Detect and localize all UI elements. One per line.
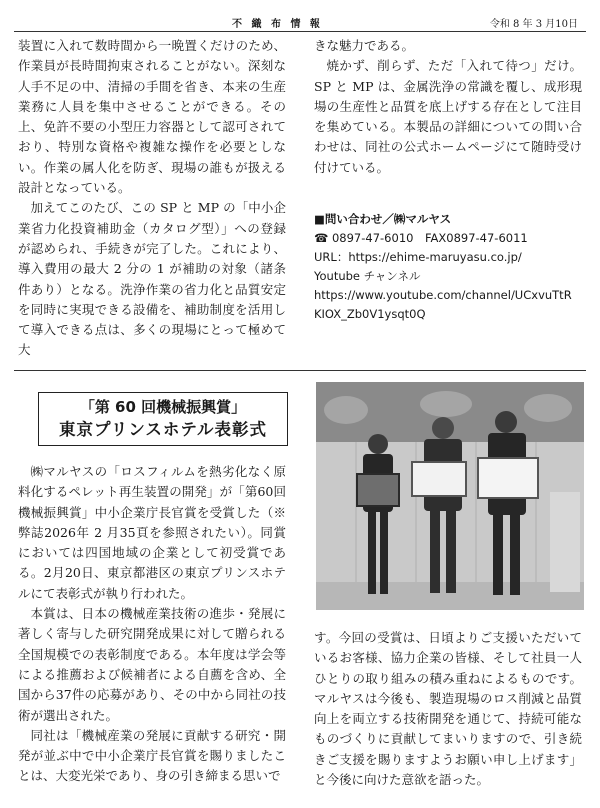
award-article-left-column: [18, 462, 286, 787]
headline-line2: 東京プリンスホテル表彰式: [58, 420, 268, 439]
section-divider: [14, 370, 586, 371]
header-rule: [14, 31, 586, 32]
award-headline-box: [38, 392, 288, 446]
youtube-url-line2[interactable]: KIOX_Zb0V1ysqt0Q: [314, 307, 426, 321]
publication-title: 不 織 布 情 報: [232, 19, 323, 30]
publication-date: 令和 8 年 3 月10日: [489, 19, 578, 30]
youtube-label: Youtube チャンネル: [314, 269, 421, 283]
contact-url[interactable]: URL：https://ehime-maruyasu.co.jp/: [314, 250, 522, 264]
paragraph: 装置に入れて数時間から一晩置くだけのため、作業員が長時間拘束されることがない。深刻な人手不足の中、清掃の手間を省き、本来の生産業務に人員を集中させることができる。その上、免許不要の小型圧力容器として認可されており、特別な資格や複雑な操作を必要としない。作業の属人化を防ぎ、現場の誰もが扱える設計となっている。: [18, 38, 286, 196]
paragraph: す。今回の受賞は、日頃よりご支援いただいているお客様、協力企業の皆様、そして社員一人ひとりの取り組みの積み重ねによるものです。マルヤスは今後も、製造現場のロス削減と品質向上を両立する技術開発を通じて、持続可能なものづくりに貢献してまいりますので、引き続きご支援を賜りますようお願い申し上げます」と今後に向けた意欲を語った。: [314, 630, 582, 788]
paragraph: きな魅力である。: [314, 38, 415, 53]
top-article-right-column: [314, 36, 582, 178]
award-ceremony-photo: [316, 382, 584, 610]
headline-line1: 「第 60 回機械振興賞」: [79, 398, 247, 416]
paragraph: 加えてこのたび、この SP と MP の「中小企業省力化投資補助金（カタログ型）」への登録が認められ、手続きが完了した。これにより、導入費用の最大 2 分の 1 が補助の対象（諸条件あり）となる。洗浄作業の省力化と品質安定を同時に実現できる設備を、補助制度を活用して導入できる点は、多くの現場にとって極めて大: [18, 200, 286, 358]
contact-heading: ■問い合わせ／㈱マルヤス: [314, 212, 452, 226]
contact-phone: ☎ 0897-47-6010 FAX0897-47-6011: [314, 231, 528, 245]
paragraph: 焼かず、削らず、ただ「入れて待つ」だけ。SP と MP は、金属洗浄の常識を覆し、成形現場の生産性と品質を底上げする存在として注目を集めている。本製品の詳細についての問い合わせは、同社の公式ホームページにて随時受け付けている。: [314, 58, 582, 175]
award-article-right-column: [314, 628, 582, 790]
top-article-left-column: [18, 36, 286, 361]
paragraph: ㈱マルヤスの「ロスフィルムを熱劣化なく原料化するペレット再生装置の開発」が「第60回機械振興賞」中小企業庁長官賞を受賞した（※弊誌2026年 2 月35頁を参照されたい）。同賞においては四国地域の企業として初受賞である。2月20日、東京都港区の東京プリンスホテルにて表彰式が執り行われた。: [18, 464, 286, 601]
paragraph: 同社は「機械産業の発展に貢献する研究・開発が並ぶ中で中小企業庁長官賞を賜りましたことは、大変光栄であり、身の引き締まる思いで: [18, 727, 286, 784]
youtube-url-line1[interactable]: https://www.youtube.com/channel/UCxvuTtR: [314, 288, 572, 302]
paragraph: 本賞は、日本の機械産業技術の進歩・発展に著しく寄与した研究開発成果に対して贈られる全国規模での表彰制度である。本年度は学会等による推薦および候補者による自薦を含め、全国から37件の応募があり、その中から同社の技術が選出された。: [18, 606, 286, 723]
photo-illustration: [316, 382, 584, 610]
contact-block: [314, 210, 584, 324]
